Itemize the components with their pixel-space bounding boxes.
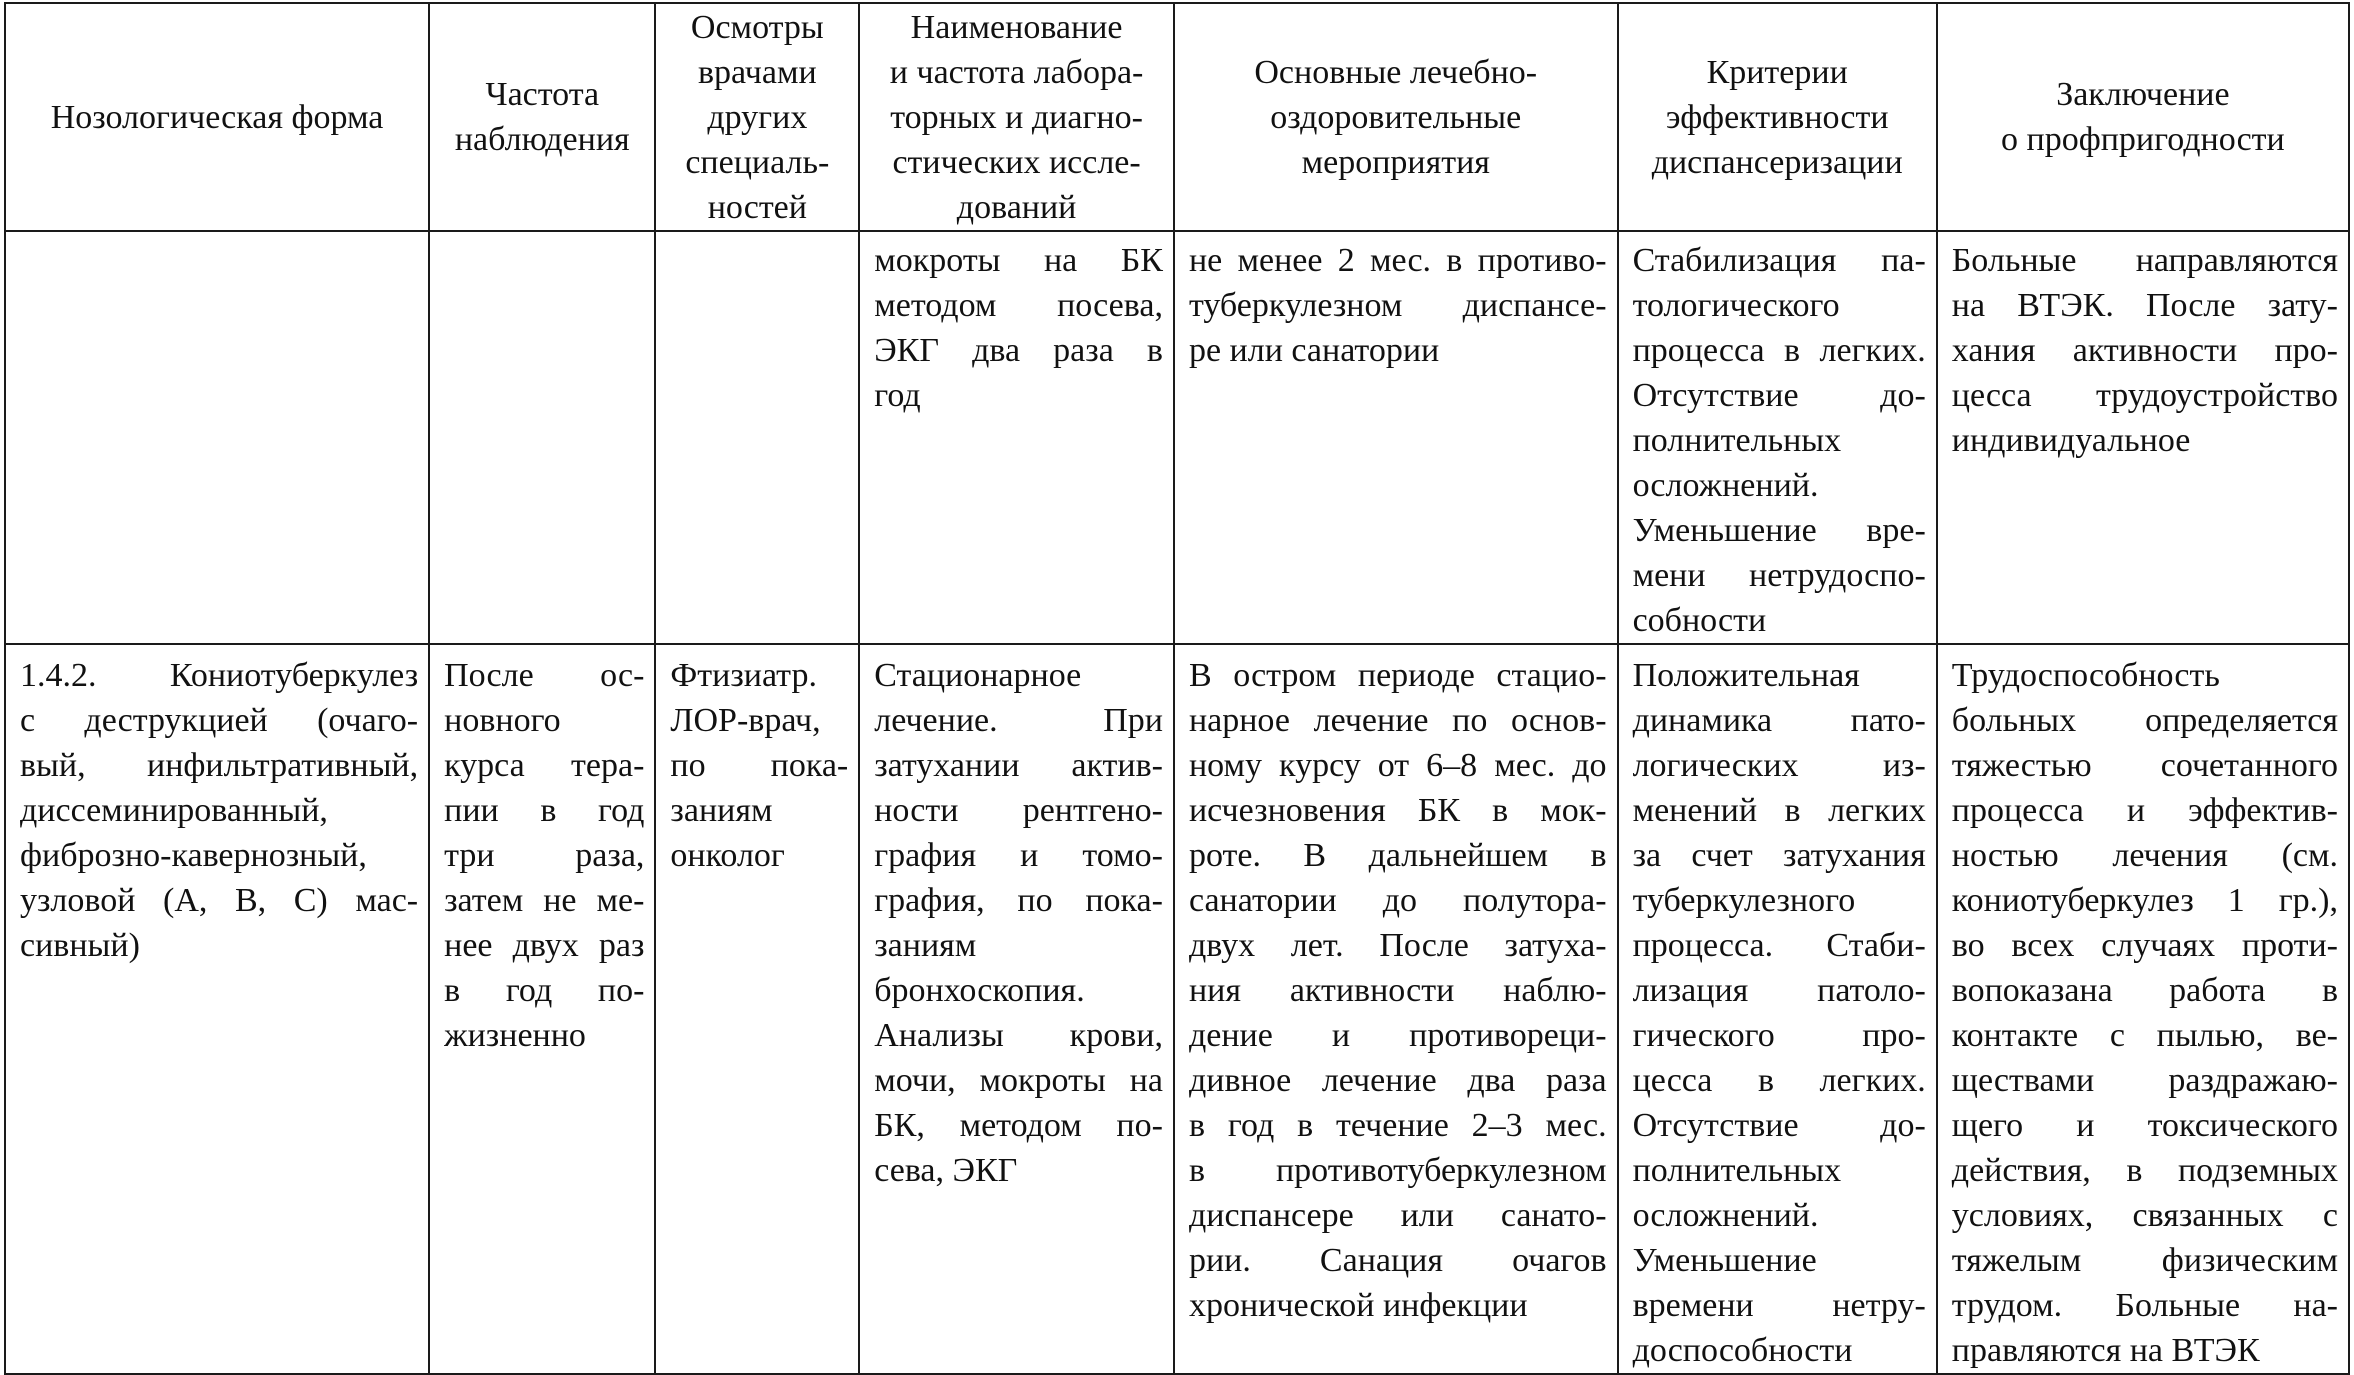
text-line: сивный) bbox=[20, 927, 140, 964]
text-line: мени нетрудоспо- bbox=[1632, 557, 1926, 594]
text-line: лизация патоло- bbox=[1632, 972, 1926, 1009]
text-line: условиях, связанных с bbox=[1951, 1197, 2338, 1234]
text-line: правляются на ВТЭК bbox=[1951, 1332, 2260, 1369]
text-line: ности рентгено- bbox=[874, 792, 1163, 829]
table-header-row bbox=[5, 3, 2349, 231]
text-line: процесса в легких. bbox=[1632, 332, 1926, 369]
text-line: врачами bbox=[697, 53, 817, 91]
text-line: курса тера- bbox=[444, 747, 645, 784]
text-line: стических иссле- bbox=[892, 143, 1141, 181]
text-line: Анализы крови, bbox=[874, 1017, 1163, 1054]
table-cell bbox=[5, 644, 429, 1374]
text-line: хронической инфекции bbox=[1188, 1287, 1528, 1324]
table-cell bbox=[1937, 231, 2349, 644]
text-line: лечение. При bbox=[874, 702, 1163, 739]
text-line: дение и противореци- bbox=[1188, 1017, 1607, 1054]
text-line: дований bbox=[956, 188, 1077, 226]
text-line: санатории до полутора- bbox=[1188, 882, 1607, 919]
text-line: цесса в легких. bbox=[1632, 1062, 1926, 1099]
text-line: жизненно bbox=[444, 1017, 586, 1054]
text-line: полнительных bbox=[1632, 422, 1842, 459]
text-line: Заключение bbox=[2056, 76, 2230, 113]
table-cell bbox=[1937, 644, 2349, 1374]
text-line: новного bbox=[444, 702, 561, 739]
text-line: логических из- bbox=[1632, 747, 1926, 784]
text-line: графия и томо- bbox=[874, 837, 1163, 874]
text-line: по пока- bbox=[670, 747, 849, 784]
text-line: щего и токсического bbox=[1951, 1107, 2338, 1144]
text-line: других bbox=[707, 98, 808, 136]
text-line: Частота bbox=[485, 76, 600, 113]
text-line: Отсутствие до- bbox=[1632, 377, 1926, 414]
text-line: кониотуберкулез 1 гр.), bbox=[1951, 882, 2338, 919]
text-line: методом посева, bbox=[874, 287, 1163, 324]
text-line: доспособности bbox=[1632, 1332, 1853, 1369]
text-line: полнительных bbox=[1632, 1152, 1842, 1189]
text-line: Нозологическая форма bbox=[50, 98, 384, 136]
text-line: бронхоскопия. bbox=[874, 972, 1085, 1009]
text-line: пии в год bbox=[444, 792, 645, 829]
text-line: роте. В дальнейшем в bbox=[1188, 837, 1607, 874]
text-line: рии. Санация очагов bbox=[1188, 1242, 1607, 1279]
text-line: заниям bbox=[874, 927, 977, 964]
header-observation-frequency bbox=[429, 3, 655, 231]
header-fitness-conclusion bbox=[1937, 3, 2349, 231]
text-line: Фтизиатр. bbox=[670, 657, 817, 694]
text-line: БК, методом по- bbox=[874, 1107, 1163, 1144]
header-lab-diagnostics bbox=[859, 3, 1174, 231]
text-line: в противотуберкулезном bbox=[1188, 1152, 1607, 1189]
text-line: с деструкцией (очаго- bbox=[20, 702, 419, 739]
text-line: трудом. Больные на- bbox=[1951, 1287, 2338, 1324]
text-line: во всех случаях проти- bbox=[1951, 927, 2338, 964]
text-line: собности bbox=[1632, 602, 1767, 639]
text-line: диссеминированный, bbox=[20, 792, 328, 829]
text-line: Отсутствие до- bbox=[1632, 1107, 1926, 1144]
table-cell bbox=[859, 644, 1174, 1374]
header-treatment-measures bbox=[1174, 3, 1618, 231]
text-line: торных и диагно- bbox=[890, 98, 1143, 136]
text-line: Больные направляются bbox=[1951, 242, 2338, 279]
text-line: контакте с пылью, ве- bbox=[1951, 1017, 2338, 1054]
text-line: за счет затухания bbox=[1632, 837, 1926, 874]
text-line: процесса. Стаби- bbox=[1632, 927, 1926, 964]
text-line: двух лет. После затуха- bbox=[1188, 927, 1607, 964]
text-line: Основные лечебно- bbox=[1254, 53, 1538, 91]
table-cell bbox=[1174, 644, 1618, 1374]
table-row bbox=[5, 644, 2349, 1374]
text-line: о профпригодности bbox=[2001, 121, 2285, 158]
table-cell bbox=[859, 231, 1174, 644]
text-line: эффективности bbox=[1665, 98, 1889, 136]
table-cell bbox=[429, 231, 655, 644]
text-line: В остром периоде стацио- bbox=[1188, 657, 1607, 694]
text-line: нее двух раз bbox=[444, 927, 645, 964]
text-line: Уменьшение bbox=[1632, 1242, 1817, 1279]
text-line: в год в течение 2–3 мес. bbox=[1188, 1107, 1607, 1144]
text-line: цесса трудоустройство bbox=[1951, 377, 2338, 414]
text-line: туберкулезном диспансе- bbox=[1188, 287, 1607, 324]
header-nosological-form bbox=[5, 3, 429, 231]
table-cell bbox=[655, 231, 859, 644]
text-line: динамика пато- bbox=[1632, 702, 1926, 739]
text-line: времени нетру- bbox=[1632, 1287, 1926, 1324]
text-line: менений в легких bbox=[1632, 792, 1926, 829]
text-line: Трудоспособность bbox=[1951, 657, 2220, 694]
table-cell bbox=[1174, 231, 1618, 644]
text-line: туберкулезного bbox=[1632, 882, 1856, 919]
text-line: заниям bbox=[670, 792, 773, 829]
text-line: диспансеризации bbox=[1651, 143, 1903, 181]
text-line: тяжелым физическим bbox=[1951, 1242, 2338, 1279]
text-line: ществами раздражаю- bbox=[1951, 1062, 2338, 1099]
table-cell bbox=[1618, 231, 1937, 644]
text-line: оздоровительные bbox=[1270, 98, 1522, 136]
text-line: мочи, мокроты на bbox=[874, 1062, 1163, 1099]
table-row bbox=[5, 231, 2349, 644]
text-line: гического про- bbox=[1632, 1017, 1926, 1054]
text-line: ностей bbox=[707, 188, 807, 226]
text-line: затухании актив- bbox=[874, 747, 1163, 784]
text-line: год bbox=[874, 377, 921, 414]
text-line: Критерии bbox=[1706, 53, 1848, 91]
table-cell bbox=[429, 644, 655, 1374]
text-line: мероприятия bbox=[1301, 143, 1490, 181]
text-line: тологического bbox=[1632, 287, 1840, 324]
text-line: вый, инфильтративный, bbox=[20, 747, 419, 784]
table-cell bbox=[655, 644, 859, 1374]
text-line: Стабилизация па- bbox=[1632, 242, 1926, 279]
table-cell bbox=[1618, 644, 1937, 1374]
text-line: Наименование bbox=[910, 8, 1123, 46]
text-line: Стационарное bbox=[874, 657, 1082, 694]
text-line: тяжестью сочетанного bbox=[1951, 747, 2338, 784]
text-line: больных определяется bbox=[1951, 702, 2338, 739]
text-line: осложнений. bbox=[1632, 1197, 1819, 1234]
text-line: Положительная bbox=[1632, 657, 1860, 694]
text-line: узловой (А, В, С) мас- bbox=[20, 882, 419, 919]
dispensary-table bbox=[4, 2, 2350, 1375]
text-line: дивное лечение два раза bbox=[1188, 1062, 1607, 1099]
text-line: ЛОР-врач, bbox=[670, 702, 821, 739]
text-line: осложнений. bbox=[1632, 467, 1819, 504]
text-line: в год по- bbox=[444, 972, 645, 1009]
text-line: После ос- bbox=[444, 657, 645, 694]
text-line: наблюдения bbox=[454, 121, 630, 158]
text-line: ностью лечения (см. bbox=[1951, 837, 2338, 874]
text-line: ному курсу от 6–8 мес. до bbox=[1188, 747, 1607, 784]
text-line: процесса и эффектив- bbox=[1951, 792, 2338, 829]
text-line: ЭКГ два раза в bbox=[874, 332, 1163, 369]
text-line: ре или санатории bbox=[1188, 332, 1440, 369]
text-line: 1.4.2. Кониотуберкулез bbox=[20, 657, 419, 694]
text-line: специаль- bbox=[685, 143, 830, 181]
table-cell bbox=[5, 231, 429, 644]
text-line: онколог bbox=[670, 837, 785, 874]
text-line: хания активности про- bbox=[1951, 332, 2338, 369]
text-line: три раза, bbox=[444, 837, 645, 874]
text-line: нарное лечение по основ- bbox=[1188, 702, 1607, 739]
text-line: затем не ме- bbox=[444, 882, 645, 919]
text-line: не менее 2 мес. в противо- bbox=[1188, 242, 1607, 279]
text-line: фиброзно-кавернозный, bbox=[20, 837, 367, 874]
text-line: вопоказана работа в bbox=[1951, 972, 2338, 1009]
text-line: Уменьшение вре- bbox=[1632, 512, 1926, 549]
text-line: на ВТЭК. После зату- bbox=[1951, 287, 2338, 324]
header-effectiveness-criteria bbox=[1618, 3, 1937, 231]
text-line: индивидуальное bbox=[1951, 422, 2191, 459]
text-line: действия, в подземных bbox=[1951, 1152, 2338, 1189]
text-line: исчезновения БК в мок- bbox=[1188, 792, 1607, 829]
text-line: графия, по пока- bbox=[874, 882, 1163, 919]
text-line: сева, ЭКГ bbox=[874, 1152, 1018, 1189]
text-line: диспансере или санато- bbox=[1188, 1197, 1607, 1234]
text-line: мокроты на БК bbox=[874, 242, 1163, 279]
text-line: ния активности наблю- bbox=[1188, 972, 1607, 1009]
header-specialist-exams bbox=[655, 3, 859, 231]
text-line: Осмотры bbox=[690, 8, 824, 46]
text-line: и частота лабора- bbox=[889, 53, 1144, 91]
